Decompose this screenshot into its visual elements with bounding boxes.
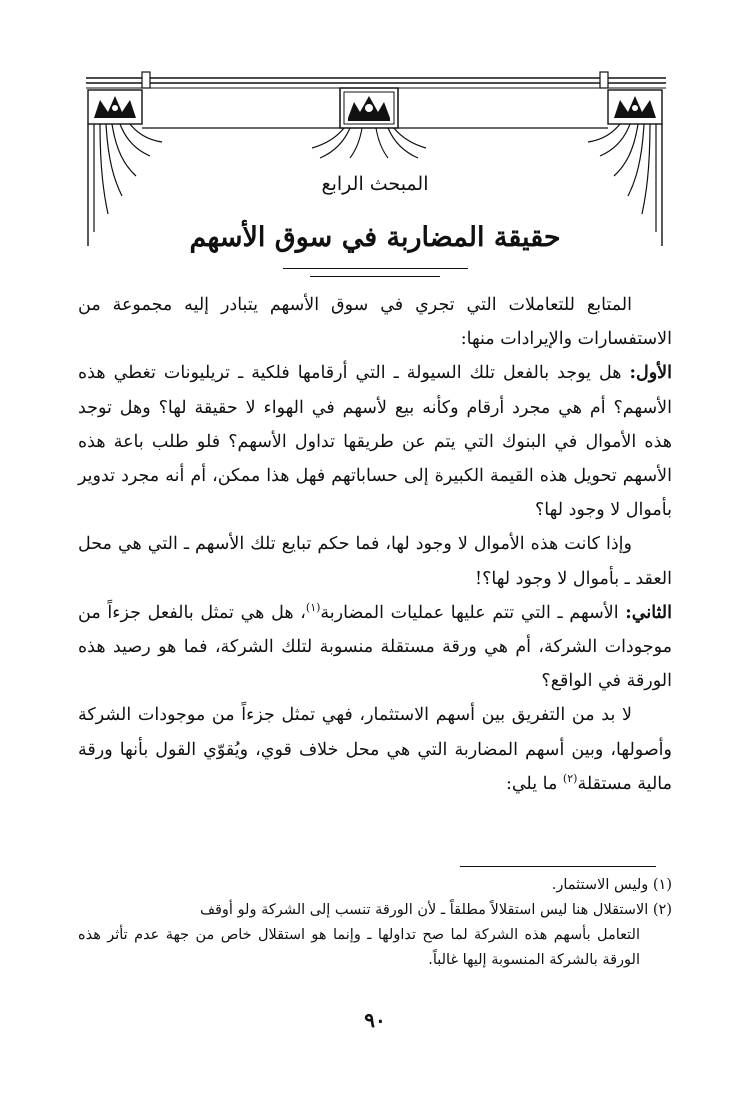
footnote-ref-1: (١): [305, 601, 321, 614]
first-question-text: هل يوجد بالفعل تلك السيولة ـ التي أرقامها فلكية ـ تريليونات تغطي هذه الأسهم؟ أم هي مجرد أرقام وكأنه بيع لأسهم في الهواء لا حقيقة لها؟ وهل توجد هذه الأموال في البنوك التي يتم عن طريقها تداول الأسهم؟ فلو طلب باعة هذه الأسهم تحويل هذه القيمة الكبيرة إلى حساباتهم فهل هذا ممكن، أم أنه مجرد تدوير بأموال لا وجود لها؟: [78, 363, 672, 521]
body-text: [78, 288, 672, 801]
footnote-separator: [460, 866, 656, 867]
paragraph-intro: المتابع للتعاملات التي تجري في سوق الأسهم يتبادر إليه مجموعة من الاستفسارات والإيرادات منها:: [78, 295, 672, 350]
footnote-2-continued: التعامل بأسهم هذه الشركة لما صح تداولها ـ وإنما هو استقلال خاص من جهة عدم تأثر هذه الورقة بالشركة المنسوبة إليها غالباً.: [78, 927, 640, 968]
footnote-1: (١) وليس الاستثمار.: [551, 877, 672, 893]
footnote-2: (٢) الاستقلال هنا ليس استقلالاً مطلقاً ـ لأن الورقة تنسب إلى الشركة ولو أوقف: [199, 902, 672, 918]
distinction-text-b: ما يلي:: [505, 773, 563, 794]
second-question-text-a: الأسهم ـ التي تتم عليها عمليات المضاربة: [320, 602, 626, 623]
paragraph-ruling: وإذا كانت هذه الأموال لا وجود لها، فما حكم تبايع تلك الأسهم ـ التي هي محل العقد ـ بأموال لا وجود لها؟!: [78, 534, 672, 589]
page-number: ٩٠: [364, 1008, 386, 1032]
second-question-text-b: ، هل هي تمثل بالفعل جزءاً من موجودات الشركة، أم هي ورقة مستقلة منسوبة لتلك الشركة، فما هو رصيد هذه الورقة في الواقع؟: [78, 602, 672, 692]
paragraph-first-question: [78, 356, 672, 527]
footnote-ref-2: (٢): [562, 772, 578, 786]
title-rule-bottom: [310, 276, 440, 277]
second-label: الثاني:: [625, 602, 673, 623]
paragraph-distinction: [78, 698, 672, 801]
distinction-text-a: لا بد من التفريق بين أسهم الاستثمار، فهي تمثل جزءاً من موجودات الشركة وأصولها، وبين أسهم المضاربة التي هي محل خلاف قوي، ويُقوّي القول بأنها ورقة مالية مستقلة: [78, 705, 672, 794]
paragraph-second-question: [78, 596, 672, 699]
first-label: الأول:: [629, 363, 672, 384]
section-label: المبحث الرابع: [321, 173, 429, 195]
title-rule-top: [283, 268, 468, 269]
chapter-title: حقيقة المضاربة في سوق الأسهم: [189, 222, 561, 253]
footnotes: [78, 873, 672, 973]
